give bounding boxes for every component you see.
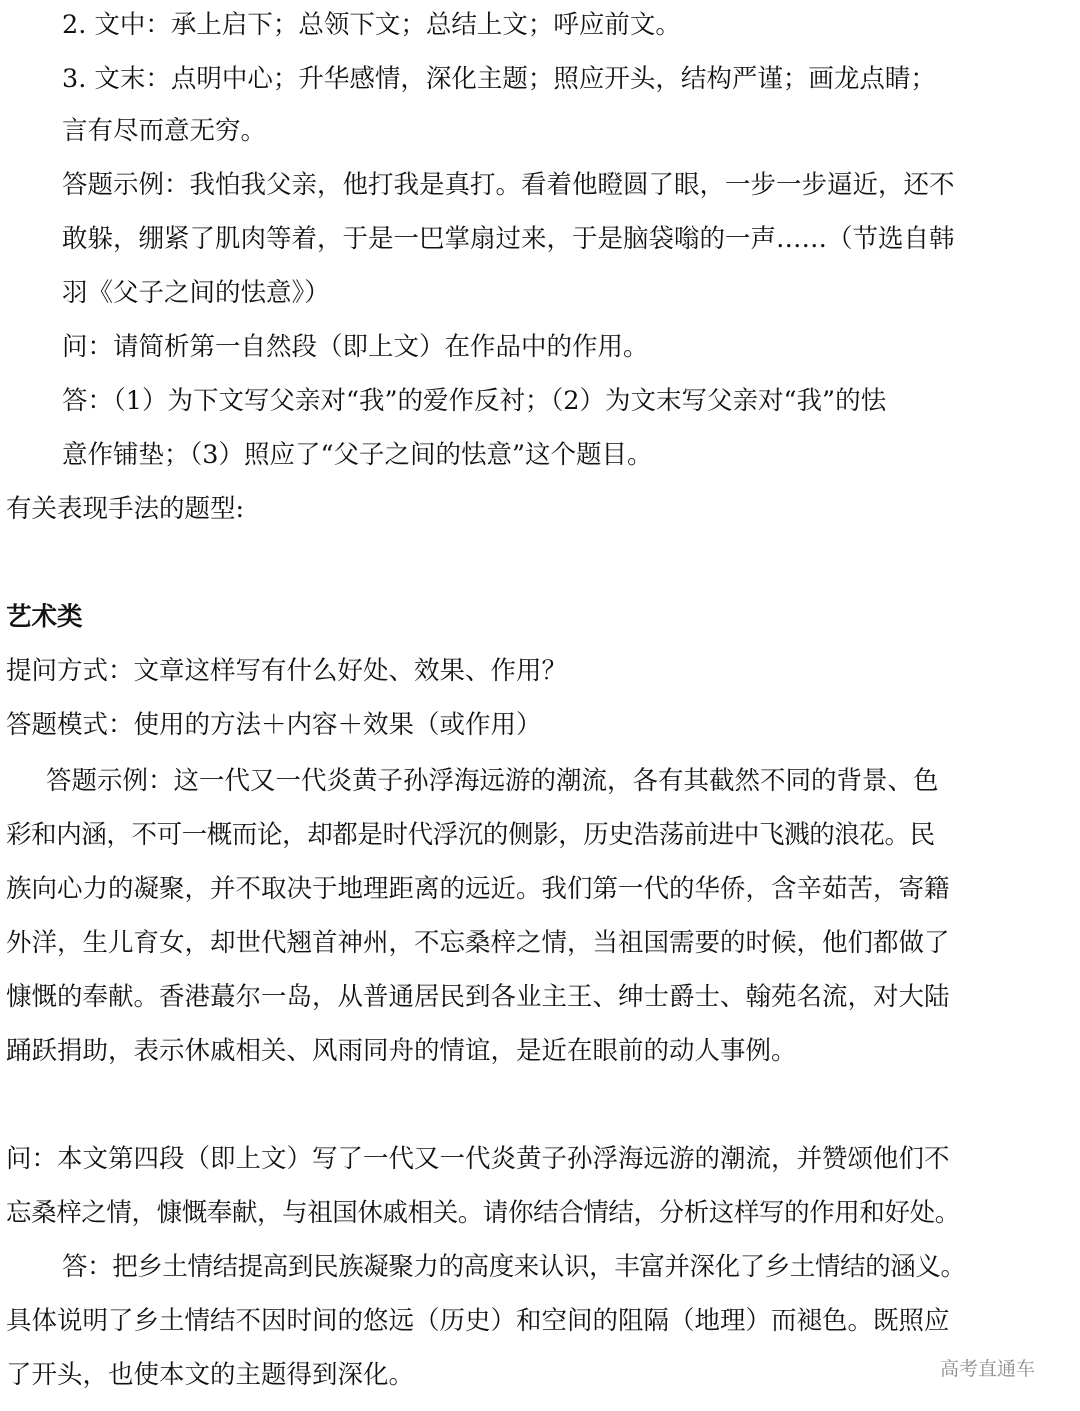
question-1: 问：请简析第一自然段（即上文）在作品中的作用。 (62, 332, 649, 362)
answer-1-line-1: 答：（1）为下文写父亲对“我”的爱作反衬；（2）为文末写父亲对“我”的怯 (62, 386, 887, 416)
art-question-line-2: 忘桑梓之情，慷慨奉献，与祖国休戚相关。请你结合情结，分析这样写的作用和好处。 (6, 1198, 960, 1228)
answer-1-line-2: 意作铺垫；（3）照应了“父子之间的怯意”这个题目。 (62, 440, 653, 470)
watermark-text: 高考直通车 (940, 1358, 1036, 1380)
ask-mode: 提问方式：文章这样写有什么好处、效果、作用？ (6, 656, 568, 686)
art-question-line-1: 问：本文第四段（即上文）写了一代又一代炎黄子孙浮海远游的潮流，并赞颂他们不 (6, 1144, 950, 1174)
art-example-line-1: 答题示例：这一代又一代炎黄子孙浮海远游的潮流，各有其截然不同的背景、色 (46, 766, 939, 796)
art-answer-line-3: 了开头，也使本文的主题得到深化。 (6, 1360, 415, 1390)
example-1-line-2: 敢躲，绷紧了肌肉等着，于是一巴掌扇过来，于是脑袋嗡的一声……（节选自韩 (62, 224, 955, 254)
item-3-line-1: 3. 文末：点明中心；升华感情，深化主题；照应开头，结构严谨；画龙点睛； (62, 64, 936, 94)
art-example-line-2: 彩和内涵，不可一概而论，却都是时代浮沉的侧影，历史浩荡前进中飞溅的浪花。民 (6, 820, 935, 850)
art-example-line-5: 慷慨的奉献。香港蕞尔一岛，从普通居民到各业主王、绅士爵士、翰苑名流，对大陆 (6, 982, 950, 1012)
item-3-line-2: 言有尽而意无穷。 (62, 116, 267, 146)
art-example-line-4: 外洋，生儿育女，却世代翘首神州，不忘桑梓之情，当祖国需要的时候，他们都做了 (6, 928, 950, 958)
answer-mode: 答题模式：使用的方法＋内容＋效果（或作用） (6, 710, 542, 740)
art-example-line-6: 踊跃捐助，表示休戚相关、风雨同舟的情谊，是近在眼前的动人事例。 (6, 1036, 797, 1066)
art-answer-line-1: 答：把乡土情结提高到民族凝聚力的高度来认识，丰富并深化了乡土情结的涵义。 (62, 1252, 966, 1282)
art-answer-line-2: 具体说明了乡土情结不因时间的悠远（历史）和空间的阻隔（地理）而褪色。既照应 (6, 1306, 950, 1336)
example-1-line-1: 答题示例：我怕我父亲，他打我是真打。看着他瞪圆了眼，一步一步逼近，还不 (62, 170, 955, 200)
example-1-line-3: 羽《父子之间的怯意》） (62, 278, 330, 308)
technique-section-intro: 有关表现手法的题型: (6, 494, 245, 524)
art-example-line-3: 族向心力的凝聚，并不取决于地理距离的远近。我们第一代的华侨，含辛茹苦，寄籍 (6, 874, 950, 904)
item-2-text: 2. 文中：承上启下；总领下文；总结上文；呼应前文。 (62, 10, 681, 40)
art-heading: 艺术类 (6, 602, 83, 632)
